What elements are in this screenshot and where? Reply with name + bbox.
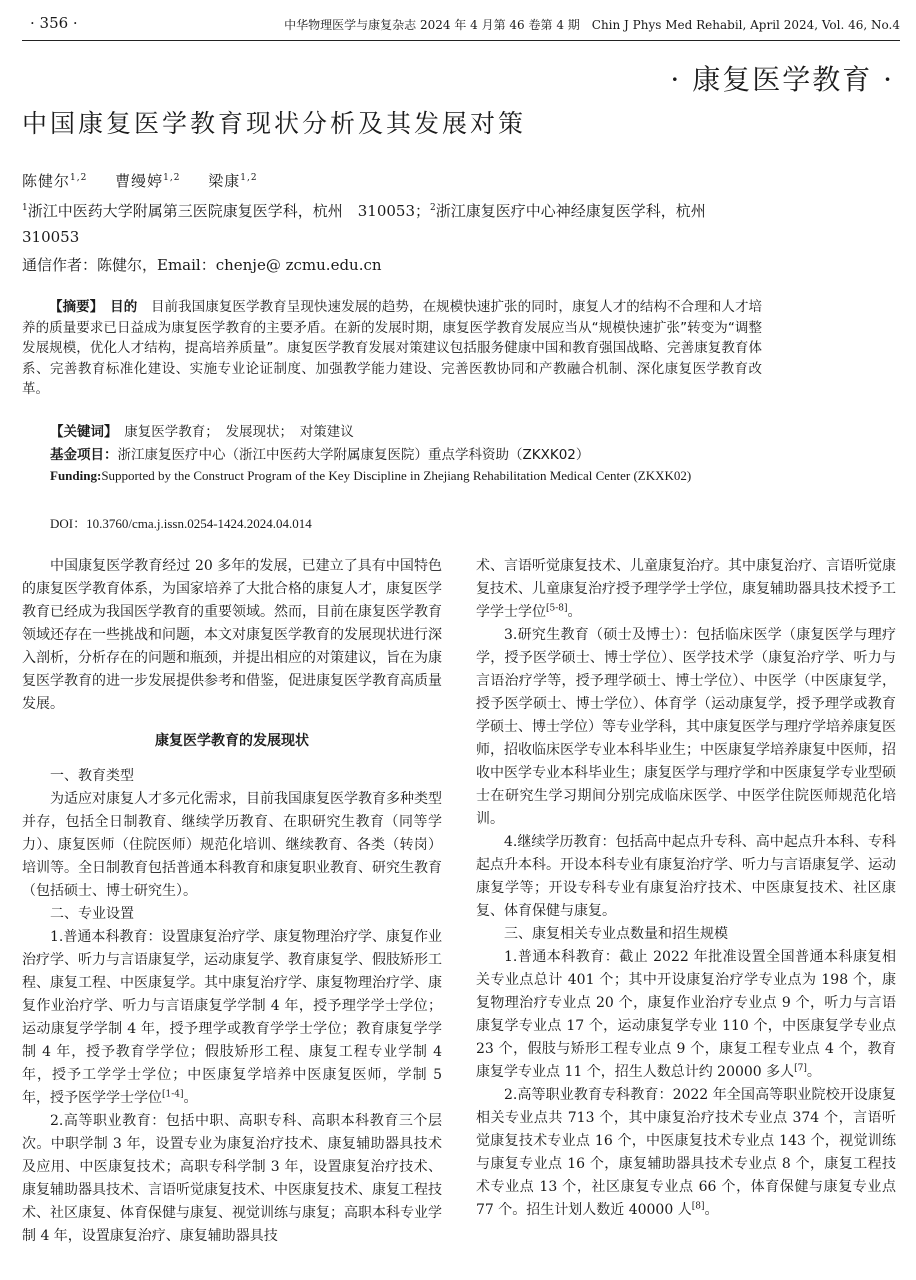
paragraph-counts-undergrad: 1.普通本科教育：截止 2022 年批准设置全国普通本科康复相关专业点总计 401 个；其中开设康复治疗学专业点为 198 个，康复物理治疗专业点 20 个，康复作业治疗专业点 9 个，听力与言语康复学专业点 17 个，运动康复学专业 110 个，中医康复学专业点 23 个，假肢与矫形工程专业点 9 个，康复工程专业点 4 个，教育康复学专业点 11 个，招生人数总计约 20000 多人[7]。 bbox=[476, 949, 896, 1080]
citation: [5-8] bbox=[546, 603, 568, 614]
paragraph-undergrad: 1.普通本科教育：设置康复治疗学、康复物理治疗学、康复作业治疗学、听力与言语康复学，运动康复学、教育康复学、假肢矫形工程、康复工程、中医康复学。其中康复治疗学、康复物理治疗学、康复作业治疗学、听力与言语康复学学制 4 年，授予理学学士学位；运动康复学学制 4 年，授予理学或教育学学士学位；教育康复学学制 4 年，授予教育学学位；假肢矫形工程、康复工程专业学制 4 年，授予工学学士学位；中医康复学培养中医康复医师，学制 5 年，授予医学学士学位[1-4]。 bbox=[22, 929, 442, 1106]
abstract-purpose-label: 目的 bbox=[110, 299, 138, 315]
running-head: 中华物理医学与康复杂志 2024 年 4 月第 46 卷第 4 期 Chin J Phys Med Rehabil, April 2024, Vol. 46, No.4 bbox=[284, 18, 900, 32]
header-rule bbox=[22, 40, 900, 41]
paragraph-graduate: 3.研究生教育（硕士及博士）：包括临床医学（康复医学与理疗学，授予医学硕士、博士学位）、医学技术学（康复治疗学、听力与言语治疗学等，授予理学硕士、博士学位）、中医学（中医康复学，授予医学硕士、博士学位）、体育学（运动康复学，授予理学或教育学硕士、博士学位）等专业学科，其中康复医学与理疗学培养康复医师，招收临床医学专业本科毕业生；中医康复学培养康复中医师，招收中医学专业本科毕业生；康复医学与理疗学和中医康复学专业型硕士在研究生学习期间分别完成临床医学、中医学住院医师规范化培训。 bbox=[476, 627, 896, 827]
section-heading: 康复医学教育的发展现状 bbox=[155, 733, 309, 749]
author: 曹缦婷$^{1,2}$ bbox=[115, 172, 181, 190]
body-column-right bbox=[476, 555, 896, 1222]
author: 陈健尔$^{1,2}$ bbox=[22, 172, 88, 190]
corresponding-author: 通信作者：陈健尔，Email：chenje@ zcmu.edu.cn bbox=[22, 256, 382, 274]
subheading-majors: 二、专业设置 bbox=[50, 906, 134, 922]
paragraph-vocational: 2.高等职业教育：包括中职、高职专科、高职本科教育三个层次。中职学制 3 年，设置专业为康复治疗技术、康复辅助器具技术及应用、中医康复技术；高职专科学制 3 年，设置康复治疗技术、康复辅助器具技术、言语听觉康复技术、中医康复技术、康复工程技术、社区康复、体育保健与康复、视觉训练与康复；高职本科专业学制 4 年，设置康复治疗、康复辅助器具技 bbox=[22, 1113, 442, 1244]
paragraph-continuing: 4.继续学历教育：包括高中起点升专科、高中起点升本科、专科起点升本科。开设本科专业有康复治疗学、听力与言语康复学、运动康复学等；开设专科专业有康复治疗技术、中医康复技术、社区康复、体育保健与康复。 bbox=[476, 834, 896, 919]
intro-paragraph: 中国康复医学教育经过 20 多年的发展，已建立了具有中国特色的康复医学教育体系，为国家培养了大批合格的康复人才，康复医学教育已经成为我国医学教育的重要领域。然而，目前在康复医学教育领域还存在一些挑战和问题，本文对康复医学教育的发展现状进行深入剖析，分析存在的问题和瓶颈，并提出相应的对策建议，旨在为康复医学教育的进一步发展提供参考和借鉴，促进康复医学教育高质量发展。 bbox=[22, 558, 442, 712]
subheading-education-types: 一、教育类型 bbox=[50, 768, 134, 784]
subheading-counts: 三、康复相关专业点数量和招生规模 bbox=[504, 926, 728, 942]
funding-english: Funding:Supported by the Construct Program of the Key Discipline in Zhejiang Rehabilitation Medical Center (ZKXK02) bbox=[50, 468, 692, 483]
fund-item: 基金项目：浙江康复医疗中心（浙江中医药大学附属康复医院）重点学科资助（ZKXK02） bbox=[50, 447, 590, 463]
citation: [7] bbox=[794, 1063, 807, 1074]
citation: [8] bbox=[691, 1201, 705, 1212]
paragraph-counts-vocational: 2.高等职业教育专科教育：2022 年全国高等职业院校开设康复相关专业点共 713 个，其中康复治疗技术专业点 374 个，言语听觉康复技术专业点 16 个，中医康复技术专业点 143 个，视觉训练与康复专业点 16 个，康复辅助器具技术专业点 8 个，康复工程技术专业点 13 个，社区康复专业点 66 个，体育保健与康复专业点 77 个。招生计划人数近 40000 人[8]。 bbox=[476, 1087, 896, 1218]
author: 梁康$^{1,2}$ bbox=[208, 172, 258, 190]
article-title: 中国康复医学教育现状分析及其发展对策 bbox=[22, 109, 527, 138]
paragraph-education-types: 为适应对康复人才多元化需求，目前我国康复医学教育多种类型并存，包括全日制教育、继续学历教育、在职研究生教育（同等学力）、康复医师（住院医师）规范化培训、继续教育、各类（转岗）培训等。全日制教育包括普通本科教育和康复职业教育、研究生教育（包括硕士、博士研究生）。 bbox=[22, 791, 442, 899]
paragraph-vocational-continued: 术、言语听觉康复技术、儿童康复治疗。其中康复治疗、言语听觉康复技术、儿童康复治疗授予理学学士学位，康复辅助器具技术授予工学学士学位[5-8]。 bbox=[476, 558, 896, 620]
section-tag: · 康复医学教育 · bbox=[670, 63, 894, 96]
keywords: 【关键词】 康复医学教育； 发展现状； 对策建议 bbox=[50, 424, 354, 440]
page-number: · 356 · bbox=[30, 14, 78, 32]
body-column-left bbox=[22, 555, 442, 1248]
abstract-label: 【摘要】 bbox=[49, 299, 97, 315]
doi: DOI：10.3760/cma.j.issn.0254-1424.2024.04.014 bbox=[50, 516, 312, 531]
abstract: 【摘要】 目的 目前我国康复医学教育呈现快速发展的趋势，在规模快速扩张的同时，康复人才的结构不合理和人才培养的质量要求已日益成为康复医学教育的主要矛盾。在新的发展时期，康复医学教育发展应当从“规模快速扩张”转变为“调整发展规模，优化人才结构，提高培养质量”。康复医学教育发展对策建议包括服务健康中国和教育强国战略、完善康复教育体系、完善教育标准化建设、实施专业论证制度、加强教学能力建设、完善医教协同和产教融合机制、深化康复医学教育改革。 bbox=[22, 299, 763, 397]
citation: [1-4] bbox=[162, 1089, 184, 1100]
author-list bbox=[22, 170, 280, 191]
affiliations: $^1$浙江中医药大学附属第三医院康复医学科，杭州 310053；$^2$浙江康复医疗中心神经康复医学科，杭州 310053 bbox=[22, 202, 721, 246]
